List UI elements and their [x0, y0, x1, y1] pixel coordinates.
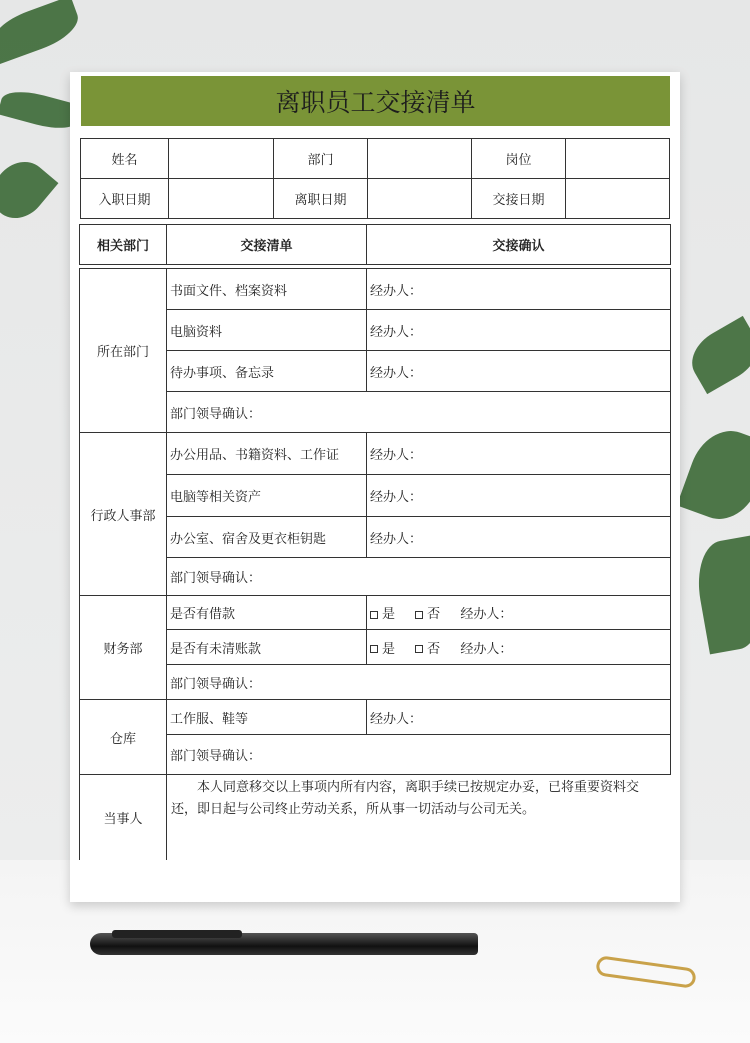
confirm-header: 交接确认 [367, 225, 671, 265]
section-admin-name: 行政人事部 [80, 433, 167, 596]
handler-field[interactable]: 经办人： [460, 641, 513, 657]
no-checkbox[interactable] [415, 645, 423, 653]
leave-date-field[interactable] [368, 179, 472, 219]
debt-confirm-cell [367, 630, 671, 665]
employee-info-table [80, 138, 670, 219]
position-label: 岗位 [472, 139, 566, 179]
related-dept-header: 相关部门 [80, 225, 167, 265]
leader-confirm-field[interactable]: 部门领导确认： [167, 665, 671, 700]
handler-field[interactable]: 经办人： [367, 351, 671, 392]
handover-date-label: 交接日期 [472, 179, 566, 219]
name-field[interactable] [169, 139, 274, 179]
loan-confirm-cell [367, 596, 671, 630]
section-party-name: 当事人 [80, 775, 167, 860]
section-warehouse-name: 仓库 [80, 700, 167, 775]
handover-date-field[interactable] [566, 179, 670, 219]
yes-label: 是 [382, 641, 396, 657]
leave-date-label: 离职日期 [274, 179, 368, 219]
handover-form-sheet [70, 72, 680, 902]
no-label: 否 [427, 607, 441, 622]
position-field[interactable] [566, 139, 670, 179]
leader-confirm-field[interactable]: 部门领导确认： [167, 392, 671, 433]
no-checkbox[interactable] [415, 611, 423, 619]
dept-label: 部门 [274, 139, 368, 179]
handler-field[interactable]: 经办人： [460, 607, 513, 622]
handler-field[interactable]: 经办人： [367, 475, 671, 517]
leader-confirm-field[interactable]: 部门领导确认： [167, 735, 671, 775]
item-label: 电脑资料 [167, 310, 367, 351]
name-label: 姓名 [81, 139, 169, 179]
item-label: 是否有借款 [167, 596, 367, 630]
no-label: 否 [427, 641, 441, 657]
item-label: 待办事项、备忘录 [167, 351, 367, 392]
handler-field[interactable]: 经办人： [367, 433, 671, 475]
item-label: 电脑等相关资产 [167, 475, 367, 517]
dept-field[interactable] [368, 139, 472, 179]
pen-clip-decoration [112, 930, 242, 938]
handler-field[interactable]: 经办人： [367, 310, 671, 351]
item-label: 办公用品、书籍资料、工作证 [167, 433, 367, 475]
yes-checkbox[interactable] [370, 645, 378, 653]
item-label: 办公室、宿舍及更衣柜钥匙 [167, 517, 367, 558]
section-finance-name: 财务部 [80, 596, 167, 700]
form-title: 离职员工交接清单 [81, 76, 670, 126]
handler-field[interactable]: 经办人： [367, 700, 671, 735]
handler-field[interactable]: 经办人： [367, 269, 671, 310]
join-date-field[interactable] [169, 179, 274, 219]
item-label: 是否有未清账款 [167, 630, 367, 665]
join-date-label: 入职日期 [81, 179, 169, 219]
item-label: 工作服、鞋等 [167, 700, 367, 735]
party-statement: 本人同意移交以上事项内所有内容，离职手续已按规定办妥，已将重要资料交还，即日起与公司终止劳动关系，所从事一切活动与公司无关。 [167, 775, 671, 860]
item-label: 书面文件、档案资料 [167, 269, 367, 310]
handler-field[interactable]: 经办人： [367, 517, 671, 558]
handover-table [79, 224, 671, 860]
yes-checkbox[interactable] [370, 611, 378, 619]
leader-confirm-field[interactable]: 部门领导确认： [167, 558, 671, 596]
section-dept-name: 所在部门 [80, 269, 167, 433]
list-header: 交接清单 [167, 225, 367, 265]
yes-label: 是 [382, 607, 396, 622]
